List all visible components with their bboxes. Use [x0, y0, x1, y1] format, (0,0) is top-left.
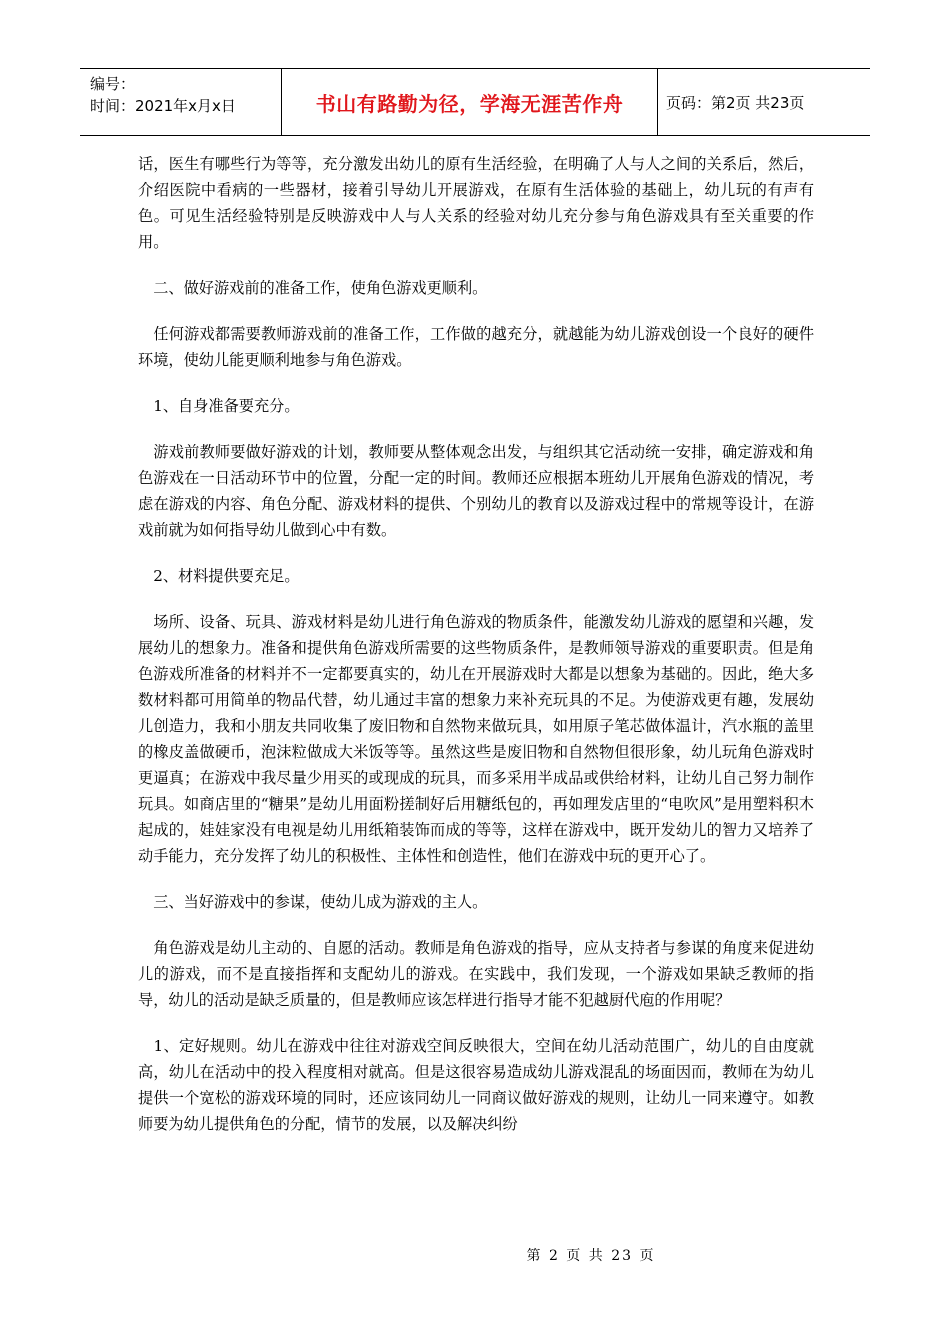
paragraph: 游戏前教师要做好游戏的计划，教师要从整体观念出发，与组织其它活动统一安排，确定游戏和角色游戏在一日活动环节中的位置，分配一定的时间。教师还应根据本班幼儿开展角色游戏的情况，考虑在游戏的内容、角色分配、游戏材料的提供、个别幼儿的教育以及游戏过程中的常规等设计，在游戏前就为如何指导幼儿做到心中有数。 [138, 443, 814, 539]
time-label: 时间：2021年x月x日 [90, 97, 236, 115]
header-motto: 书山有路勤为径，学海无涯苦作舟 [282, 69, 658, 135]
header-meta [80, 69, 282, 135]
paragraph: 任何游戏都需要教师游戏前的准备工作，工作做的越充分，就越能为幼儿游戏创设一个良好的硬件环境，使幼儿能更顺利地参与角色游戏。 [138, 325, 814, 369]
number-label: 编号： [90, 75, 136, 93]
paragraph: 话，医生有哪些行为等等，充分激发出幼儿的原有生活经验，在明确了人与人之间的关系后，然后，介绍医院中看病的一些器材，接着引导幼儿开展游戏，在原有生活体验的基础上，幼儿玩的有声有色。可见生活经验特别是反映游戏中人与人关系的经验对幼儿充分参与角色游戏具有至关重要的作用。 [138, 155, 814, 251]
page-header [80, 68, 870, 136]
paragraph: 1、定好规则。幼儿在游戏中往往对游戏空间反映很大，空间在幼儿活动范围广，幼儿的自由度就高，幼儿在活动中的投入程度相对就高。但是这很容易造成幼儿游戏混乱的场面因而，教师在为幼儿提供一个宽松的游戏环境的同时，还应该同幼儿一同商议做好游戏的规则，让幼儿一同来遵守。如教师要为幼儿提供角色的分配，情节的发展，以及解决纠纷 [138, 1037, 814, 1133]
page-footer: 第 2 页 共 23 页 [526, 1248, 656, 1264]
paragraph: 场所、设备、玩具、游戏材料是幼儿进行角色游戏的物质条件，能激发幼儿游戏的愿望和兴趣，发展幼儿的想象力。准备和提供角色游戏所需要的这些物质条件，是教师领导游戏的重要职责。但是角色游戏所准备的材料并不一定都要真实的，幼儿在开展游戏时大都是以想象为基础的。因此，绝大多数材料都可用简单的物品代替，幼儿通过丰富的想象力来补充玩具的不足。为使游戏更有趣，发展幼儿创造力，我和小朋友共同收集了废旧物和自然物来做玩具，如用原子笔芯做体温计，汽水瓶的盖里的橡皮盖做硬币，泡沫粒做成大米饭等等。虽然这些是废旧物和自然物但很形象，幼儿玩角色游戏时更逼真；在游戏中我尽量少用买的或现成的玩具，而多采用半成品或供给材料，让幼儿自己努力制作玩具。如商店里的“糖果”是幼儿用面粉搓制好后用糖纸包的，再如理发店里的“电吹风”是用塑料积木起成的，娃娃家没有电视是幼儿用纸箱装饰而成的等等，这样在游戏中，既开发幼儿的智力又培养了动手能力，充分发挥了幼儿的积极性、主体性和创造性，他们在游戏中玩的更开心了。 [138, 613, 814, 865]
paragraph: 角色游戏是幼儿主动的、自愿的活动。教师是角色游戏的指导，应从支持者与参谋的角度来促进幼儿的游戏，而不是直接指挥和支配幼儿的游戏。在实践中，我们发现，一个游戏如果缺乏教师的指导，幼儿的活动是缺乏质量的，但是教师应该怎样进行指导才能不犯越厨代庖的作用呢？ [138, 939, 814, 1009]
subsection-heading: 2、材料提供要充足。 [138, 567, 300, 585]
document-body [138, 151, 814, 1157]
section-heading: 二、做好游戏前的准备工作，使角色游戏更顺利。 [138, 279, 488, 297]
subsection-heading: 1、自身准备要充分。 [138, 397, 300, 415]
header-page-info: 页码：第2页 共23页 [666, 93, 805, 112]
section-heading: 三、当好游戏中的参谋，使幼儿成为游戏的主人。 [138, 893, 488, 911]
